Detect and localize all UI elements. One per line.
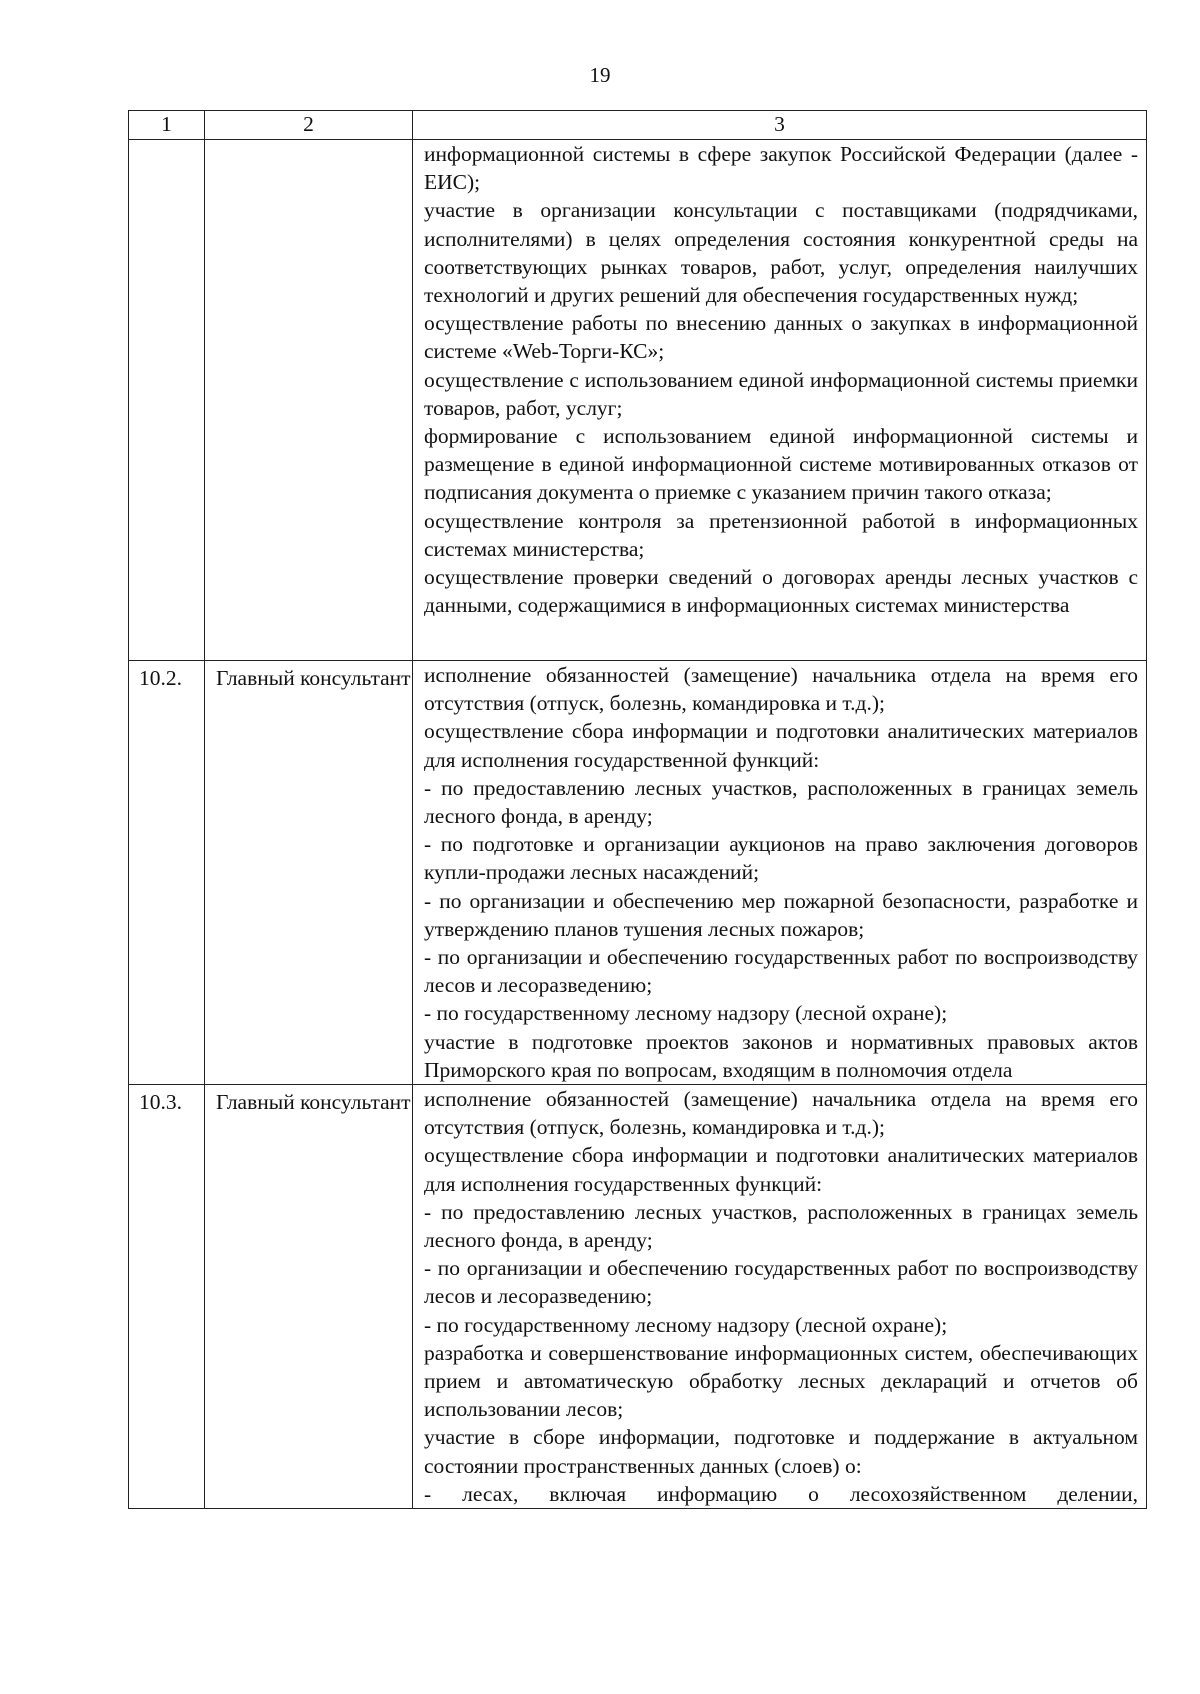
duty-item: - лесах, включая информацию о лесохозяйственном делении,: [424, 1481, 1138, 1506]
duties-cell: [413, 661, 1147, 1085]
duty-item: формирование с использованием единой информационной системы и размещение в единой информационной системе мотивированных отказов от подписания документа о приемке с указанием причин такого отказа;: [424, 424, 1138, 505]
duty-item: - по государственному лесному надзору (лесной охране);: [424, 1312, 948, 1337]
table-row: [129, 661, 1147, 1085]
duty-item: осуществление сбора информации и подготовки аналитических материалов для исполнения государственной функций:: [424, 719, 1138, 772]
column-header-3: 3: [413, 111, 1147, 140]
duties-cell: [413, 1085, 1147, 1509]
duty-item: - по предоставлению лесных участков, расположенных в границах земель лесного фонда, в аренду;: [424, 1199, 1138, 1253]
table-row: [129, 1085, 1147, 1509]
position-title: Главный консультант: [205, 661, 413, 1085]
row-number: 10.2.: [129, 661, 205, 1085]
row-number: 10.3.: [129, 1085, 205, 1509]
duty-item: исполнение обязанностей (замещение) начальника отдела на время его отсутствия (отпуск, болезнь, командировка и т.д.);: [424, 663, 1138, 716]
duty-item: участие в организации консультации с поставщиками (подрядчиками, исполнителями) в целях определения состояния конкурентной среды на соответствующих рынках товаров, работ, услуг, определения наилучших технологий и других решений для обеспечения государственных нужд;: [424, 198, 1138, 308]
column-header-1: 1: [129, 111, 205, 140]
duty-item: - по организации и обеспечению государственных работ по воспроизводству лесов и лесоразведению;: [424, 1256, 1138, 1309]
duty-item: - по организации и обеспечению государственных работ по воспроизводству лесов и лесоразведению;: [424, 945, 1138, 998]
row-number: [129, 140, 205, 661]
duty-item: осуществление работы по внесению данных о закупках в информационной системе «Web-Торги-КС»;: [424, 311, 1138, 364]
duty-item: - по предоставлению лесных участков, расположенных в границах земель лесного фонда, в аренду;: [424, 775, 1138, 829]
duty-item: участие в подготовке проектов законов и нормативных правовых актов Приморского края по вопросам, входящим в полномочия отдела: [424, 1029, 1138, 1082]
duty-item: - по подготовке и организации аукционов на право заключения договоров купли-продажи лесных насаждений;: [424, 832, 1138, 885]
duty-item: - по государственному лесному надзору (лесной охране);: [424, 1001, 948, 1026]
duty-item: осуществление проверки сведений о договорах аренды лесных участков с данными, содержащимися в информационных системах министерства: [424, 565, 1138, 618]
duty-item: осуществление с использованием единой информационной системы приемки товаров, работ, услуг;: [424, 367, 1138, 420]
duty-item: разработка и совершенствование информационных систем, обеспечивающих прием и автоматическую обработку лесных деклараций и отчетов об использовании лесов;: [424, 1340, 1138, 1422]
duty-item: исполнение обязанностей (замещение) начальника отдела на время его отсутствия (отпуск, болезнь, командировка и т.д.);: [424, 1087, 1138, 1140]
duty-item: - по организации и обеспечению мер пожарной безопасности, разработке и утверждению планов тушения лесных пожаров;: [424, 888, 1138, 941]
table-header-row: [129, 111, 1147, 140]
duty-item: осуществление сбора информации и подготовки аналитических материалов для исполнения государственных функций:: [424, 1143, 1138, 1196]
table-row: [129, 140, 1147, 661]
duty-item: информационной системы в сфере закупок Российской Федерации (далее - ЕИС);: [424, 142, 1138, 195]
positions-duties-table: [128, 110, 1147, 1509]
column-header-2: 2: [205, 111, 413, 140]
position-title: [205, 140, 413, 661]
duties-cell: [413, 140, 1147, 661]
duty-item: осуществление контроля за претензионной работой в информационных системах министерства;: [424, 508, 1138, 561]
page-number: 19: [589, 63, 611, 87]
position-title: Главный консультант: [205, 1085, 413, 1509]
duty-item: участие в сборе информации, подготовке и поддержание в актуальном состоянии пространственных данных (слоев) о:: [424, 1425, 1138, 1478]
